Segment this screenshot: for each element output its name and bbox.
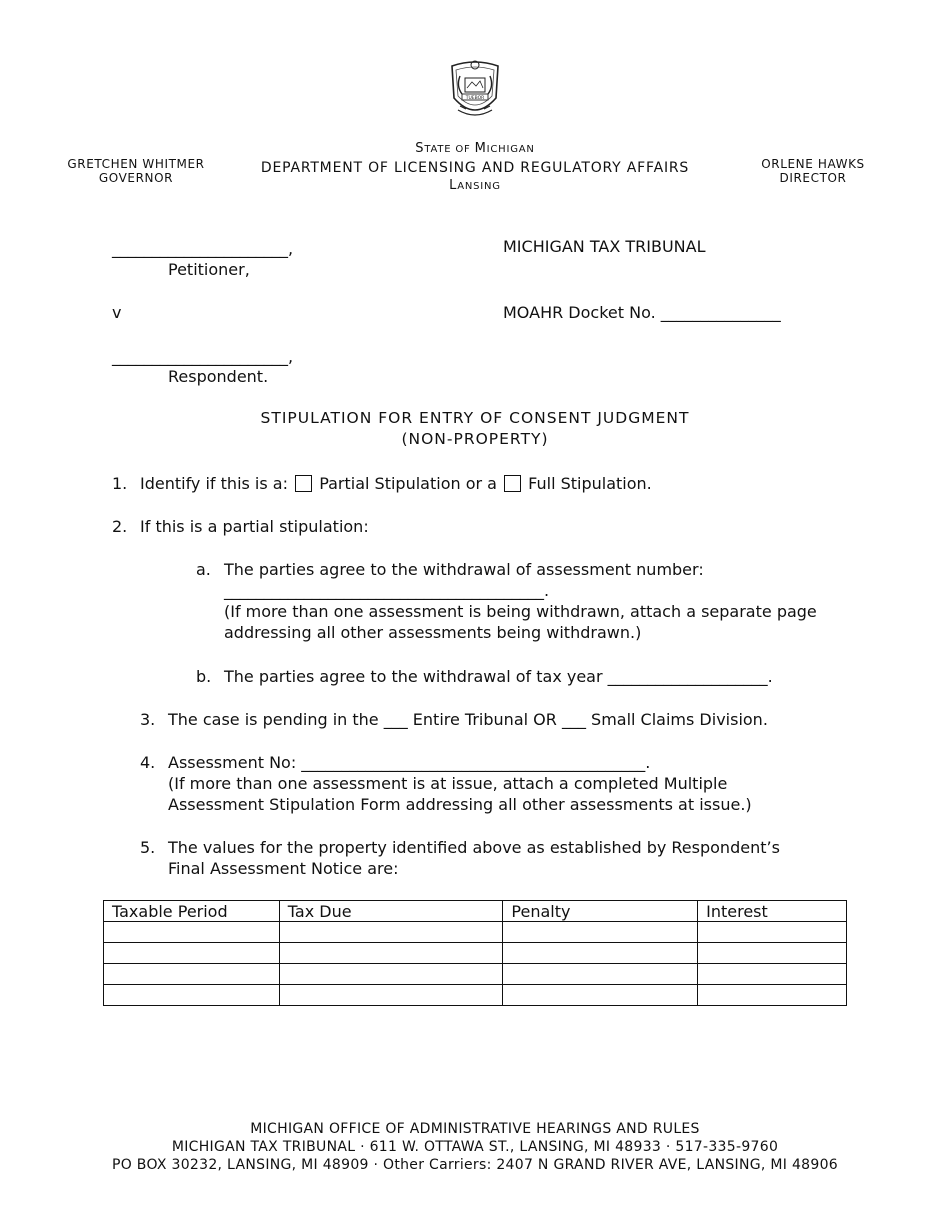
item-2a-line-4: addressing all other assessments being withdrawn.)	[224, 623, 642, 642]
governor-title: GOVERNOR	[98, 171, 174, 185]
item-5-line-1: The values for the property identified above as established by Respondent’s	[168, 838, 780, 857]
partial-stipulation-label: Partial Stipulation or a	[319, 474, 497, 493]
docket-number-field[interactable]: MOAHR Docket No. _______________	[503, 303, 781, 322]
item-1	[140, 473, 652, 494]
item-2a-line-3: (If more than one assessment is being withdrawn, attach a separate page	[224, 602, 817, 621]
table-cell[interactable]	[104, 985, 280, 1006]
column-header-penalty: Penalty	[503, 901, 698, 922]
item-2a	[224, 559, 817, 643]
governor-block	[62, 157, 210, 185]
department-name: DEPARTMENT OF LICENSING AND REGULATORY AFFAIRS	[260, 160, 690, 176]
versus-label: v	[112, 303, 122, 322]
assessment-number-blank[interactable]: ________________________________________.	[224, 581, 550, 600]
full-stipulation-label: Full Stipulation.	[528, 474, 652, 493]
item-2a-number: a.	[196, 560, 211, 579]
item-2b-text[interactable]: The parties agree to the withdrawal of tax year ____________________.	[224, 667, 773, 686]
page-footer	[75, 1120, 875, 1174]
table-cell[interactable]	[279, 943, 503, 964]
table-cell[interactable]	[503, 985, 698, 1006]
table-cell[interactable]	[503, 964, 698, 985]
agency-header	[225, 140, 725, 196]
table-cell[interactable]	[698, 943, 847, 964]
table-row	[104, 985, 847, 1006]
state-seal-icon	[446, 56, 504, 124]
director-name: ORLENE HAWKS	[761, 157, 865, 171]
item-2-text: If this is a partial stipulation:	[140, 517, 369, 536]
item-3-text[interactable]: The case is pending in the ___ Entire Tribunal OR ___ Small Claims Division.	[168, 710, 768, 729]
petitioner-blank[interactable]: ______________________,	[112, 239, 294, 258]
item-4-line-3: Assessment Stipulation Form addressing all other assessments at issue.)	[168, 795, 752, 814]
footer-line-2: MICHIGAN TAX TRIBUNAL · 611 W. OTTAWA ST., LANSING, MI 48933 · 517-335-9760	[171, 1139, 779, 1155]
item-3-number: 3.	[140, 710, 156, 729]
item-2b-number: b.	[196, 667, 212, 686]
table-cell[interactable]	[503, 922, 698, 943]
full-stipulation-checkbox[interactable]	[504, 475, 521, 492]
partial-stipulation-checkbox[interactable]	[295, 475, 312, 492]
tribunal-name: MICHIGAN TAX TRIBUNAL	[503, 237, 706, 256]
table-row	[104, 922, 847, 943]
table-cell[interactable]	[279, 985, 503, 1006]
column-header-interest: Interest	[698, 901, 847, 922]
table-cell[interactable]	[279, 922, 503, 943]
governor-name: GRETCHEN WHITMER	[67, 157, 205, 171]
director-block	[750, 157, 876, 185]
title-line-2: (NON-PROPERTY)	[401, 430, 549, 448]
table-cell[interactable]	[104, 964, 280, 985]
table-cell[interactable]	[104, 943, 280, 964]
seal-motto: TUEBOR	[465, 96, 485, 101]
item-2-number: 2.	[112, 517, 128, 536]
item-1-number: 1.	[112, 474, 128, 493]
table-header-row	[104, 901, 847, 922]
table-cell[interactable]	[104, 922, 280, 943]
city-line: LANSING	[449, 178, 501, 193]
item-5	[168, 837, 780, 879]
column-header-taxable-period: Taxable Period	[104, 901, 280, 922]
footer-line-1: MICHIGAN OFFICE OF ADMINISTRATIVE HEARINGS AND RULES	[250, 1121, 700, 1137]
item-2a-line-1: The parties agree to the withdrawal of assessment number:	[224, 560, 704, 579]
title-line-1: STIPULATION FOR ENTRY OF CONSENT JUDGMENT	[260, 409, 690, 427]
table-cell[interactable]	[503, 943, 698, 964]
footer-line-3: PO BOX 30232, LANSING, MI 48909 · Other Carriers: 2407 N GRAND RIVER AVE, LANSING, MI 48906	[111, 1157, 839, 1173]
item-5-line-2: Final Assessment Notice are:	[168, 859, 399, 878]
item-4	[168, 752, 752, 815]
petitioner-label: Petitioner,	[168, 260, 250, 279]
assessment-values-table	[103, 900, 847, 1006]
table-cell[interactable]	[279, 964, 503, 985]
table-cell[interactable]	[698, 922, 847, 943]
respondent-blank[interactable]: ______________________,	[112, 347, 294, 366]
column-header-tax-due: Tax Due	[279, 901, 503, 922]
item-1-prompt: Identify if this is a:	[140, 474, 288, 493]
item-5-number: 5.	[140, 838, 156, 857]
respondent-label: Respondent.	[168, 367, 269, 386]
document-title	[175, 408, 775, 450]
item-4-line-2: (If more than one assessment is at issue, attach a completed Multiple	[168, 774, 728, 793]
item-4-number: 4.	[140, 753, 156, 772]
table-row	[104, 964, 847, 985]
assessment-no-field[interactable]: Assessment No: ___________________________________________.	[168, 753, 651, 772]
table-cell[interactable]	[698, 985, 847, 1006]
table-cell[interactable]	[698, 964, 847, 985]
state-line: STATE OF MICHIGAN	[415, 141, 535, 156]
table-row	[104, 943, 847, 964]
director-title: DIRECTOR	[779, 171, 847, 185]
